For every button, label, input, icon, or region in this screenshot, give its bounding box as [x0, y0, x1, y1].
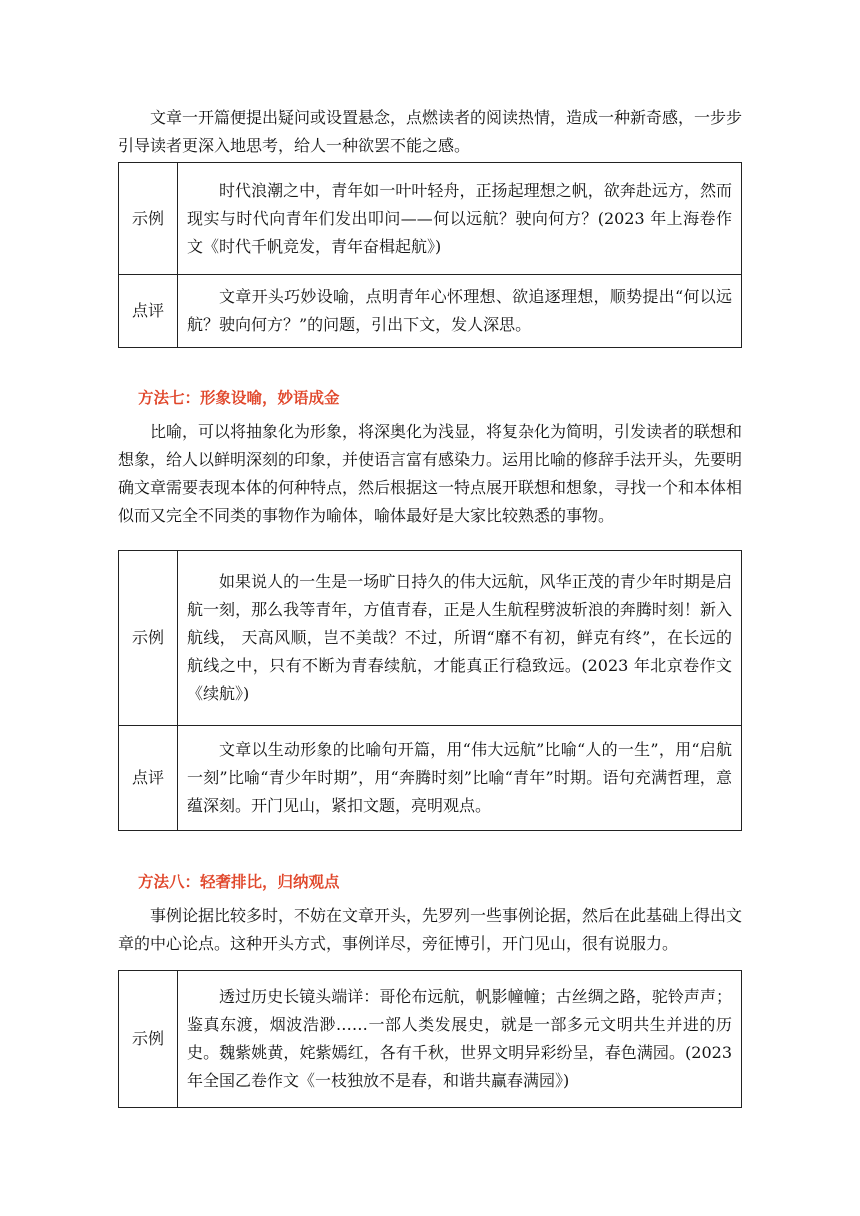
table-row	[119, 275, 742, 348]
example-label: 示例	[119, 551, 178, 726]
method-7-heading: 方法七：形象设喻，妙语成金	[138, 389, 340, 407]
example-table-1	[118, 162, 742, 348]
table-row	[119, 551, 742, 726]
table-row	[119, 163, 742, 275]
table-row	[119, 971, 742, 1108]
example-text: 如果说人的一生是一场旷日持久的伟大远航，风华正茂的青少年时期是启航一刻，那么我等青年，方值青春，正是人生航程劈波斩浪的奔腾时刻！新入航线， 天高风顺，岂不美哉？不过，所谓“靡不有初，鲜克有终”，在长远的航线之中，只有不断为青春续航，才能真正行稳致远。(2023 年北京卷作文《续航》)	[178, 551, 742, 726]
comment-text: 文章以生动形象的比喻句开篇，用“伟大远航”比喻“人的一生”，用“启航一刻”比喻“青少年时期”，用“奔腾时刻”比喻“青年”时期。语句充满哲理，意蕴深刻。开门见山，紧扣文题，亮明观点。	[178, 726, 742, 831]
example-label: 示例	[119, 163, 178, 275]
comment-text: 文章开头巧妙设喻，点明青年心怀理想、欲追逐理想，顺势提出“何以远航？驶向何方？”的问题，引出下文，发人深思。	[178, 275, 742, 348]
comment-label: 点评	[119, 726, 178, 831]
example-label: 示例	[119, 971, 178, 1108]
example-table-2	[118, 550, 742, 831]
intro-paragraph: 文章一开篇便提出疑问或设置悬念，点燃读者的阅读热情，造成一种新奇感，一步步引导读者更深入地思考，给人一种欲罢不能之感。	[118, 108, 743, 155]
table-row	[119, 726, 742, 831]
method-8-heading: 方法八：轻奢排比，归纳观点	[138, 873, 340, 891]
example-text: 时代浪潮之中，青年如一叶叶轻舟，正扬起理想之帆，欲奔赴远方，然而现实与时代向青年们发出叩问——何以远航？驶向何方？(2023 年上海卷作文《时代千帆竞发，青年奋楫起航》)	[178, 163, 742, 275]
method-8-paragraph: 事例论据比较多时，不妨在文章开头，先罗列一些事例论据，然后在此基础上得出文章的中心论点。这种开头方式，事例详尽，旁征博引，开门见山，很有说服力。	[118, 906, 743, 953]
example-text: 透过历史长镜头端详：哥伦布远航，帆影幢幢；古丝绸之路，驼铃声声；鉴真东渡，烟波浩渺……一部人类发展史，就是一部多元文明共生并进的历史。魏紫姚黄，姹紫嫣红，各有千秋，世界文明异彩纷呈，春色满园。(2023 年全国乙卷作文《一枝独放不是春，和谐共赢春满园》)	[178, 971, 742, 1108]
example-table-3	[118, 970, 742, 1108]
method-7-paragraph: 比喻，可以将抽象化为形象，将深奥化为浅显，将复杂化为简明，引发读者的联想和想象，给人以鲜明深刻的印象，并使语言富有感染力。运用比喻的修辞手法开头，先要明确文章需要表现本体的何种特点，然后根据这一特点展开联想和想象，寻找一个和本体相似而又完全不同类的事物作为喻体，喻体最好是大家比较熟悉的事物。	[118, 422, 743, 525]
comment-label: 点评	[119, 275, 178, 348]
